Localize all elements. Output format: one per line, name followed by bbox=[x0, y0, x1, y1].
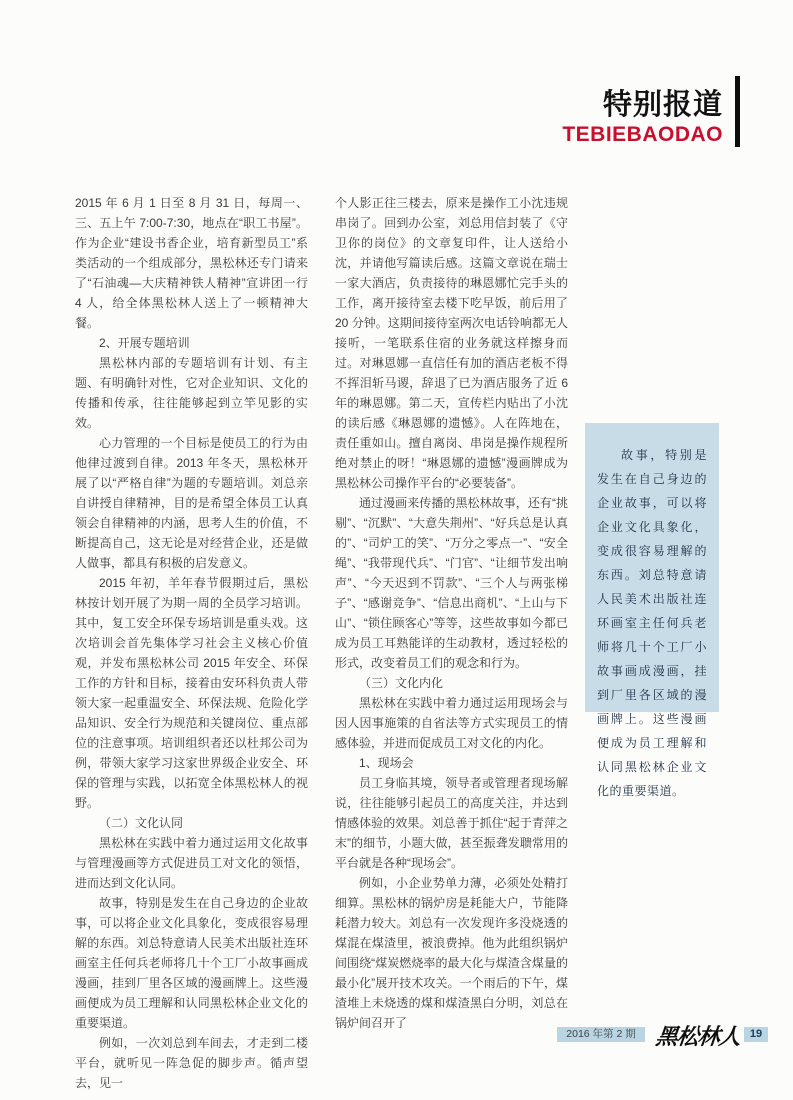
paragraph: 员工身临其境，领导者或管理者现场解说，往往能够引起员工的高度关注，并达到情感体验的效果。刘总善于抓住“起于青萍之末”的细节，小题大做，甚至振聋发聩常用的平台就是各种“现场会”。 bbox=[335, 776, 568, 870]
paragraph: 黑松林在实践中着力通过运用现场会与因人因事施策的自省法等方式实现员工的情感体验，并进而促成员工对文化的内化。 bbox=[335, 696, 568, 750]
paragraph: 2015 年初，羊年春节假期过后，黑松林按计划开展了为期一周的全员学习培训。其中，复工安全环保专场培训是重头戏。这次培训会首先集体学习社会主义核心价值观，并发布黑松林公司 2015 年安全、环保工作的方针和目标，接着由安环科负责人带领大家一起重温安全、环保法规、危险化学品知识、安全行为规范和关键岗位、重点部位的注意事项。培训组织者还以杜邦公司为例，带领大家学习这家世界级企业安全、环保的管理与实践，以拓宽全体黑松林人的视野。 bbox=[75, 576, 308, 810]
paragraph: 黑松林内部的专题培训有计划、有主题、有明确针对性，它对企业知识、文化的传播和传承，往往能够起到立竿见影的实效。 bbox=[75, 356, 308, 430]
page-number: 19 bbox=[744, 1027, 768, 1042]
header-vertical-rule bbox=[735, 76, 740, 147]
text-column-right bbox=[335, 193, 568, 1033]
page-title: 特别报道 bbox=[602, 89, 723, 121]
section-heading: 2、开展专题培训 bbox=[99, 336, 190, 350]
footer-issue-label: 2016 年第 2 期 bbox=[557, 1027, 645, 1042]
paragraph: 通过漫画来传播的黑松林故事，还有“挑剔”、“沉默”、“大意失荆州”、“好兵总是认真的”、“司炉工的笑”、“万分之零点一”、“安全绳”、“我带现代兵”、“门官”、“让细节发出响声”、“今天迟到不罚款”、“三个人与两张梯子”、“感谢竞争”、“信息出商机”、“上山与下山”、“锁住顾客心”等等，这些故事如今都已成为员工耳熟能详的生动教材，透过轻松的形式，改变着员工们的观念和行为。 bbox=[335, 496, 568, 670]
paragraph: 黑松林在实践中着力通过运用文化故事与管理漫画等方式促进员工对文化的领悟，进而达到文化认同。 bbox=[75, 836, 308, 890]
paragraph: 2015 年 6 月 1 日至 8 月 31 日，每周一、三、五上午 7:00-7:30，地点在“职工书屋”。作为企业“建设书香企业，培育新型员工”系类活动的一个组成部分，黑松林还专门请来了“石油魂—大庆精神铁人精神”宣讲团一行 4 人，给全体黑松林人送上了一顿精神大餐。 bbox=[75, 196, 308, 330]
paragraph: 个人影正往三楼去，原来是操作工小沈违规串岗了。回到办公室，刘总用信封装了《守卫你的岗位》的文章复印件，让人送给小沈，并请他写篇读后感。这篇文章说在瑞士一家大酒店，负责接待的琳恩娜忙完手头的工作，离开接待室去楼下吃早饭，前后用了 20 分钟。这期间接待室两次电话铃响都无人接听，一笔联系住宿的业务就这样擦身而过。对琳恩娜一直信任有加的酒店老板不得不挥泪斩马谡，辞退了已为酒店服务了近 6 年的琳恩娜。第二天，宣传栏内贴出了小沈的读后感《琳恩娜的遗憾》。人在阵地在，责任重如山。擅自离岗、串岗是操作规程所绝对禁止的呀！“琳恩娜的遗憾”漫画牌成为黑松林公司操作平台的“必要装备”。 bbox=[335, 196, 568, 490]
section-heading: 1、现场会 bbox=[359, 756, 414, 770]
page-subtitle-pinyin: TEBIEBAODAO bbox=[562, 123, 723, 146]
paragraph: 例如，小企业势单力薄，必须处处精打细算。黑松林的锅炉房是耗能大户，节能降耗潜力较大。刘总有一次发现许多没烧透的煤混在煤渣里，被浪费掉。他为此组织锅炉间围绕“煤炭燃烧率的最大化与煤渣含煤量的最小化”展开技术攻关。一个雨后的下午，煤渣堆上未烧透的煤和煤渣黑白分明，刘总在锅炉间召开了 bbox=[335, 876, 568, 1030]
section-heading: （二）文化认同 bbox=[99, 816, 184, 830]
section-heading: （三）文化内化 bbox=[359, 676, 444, 690]
magazine-logo: 黑松林人 bbox=[654, 1024, 742, 1049]
pull-quote-box bbox=[585, 423, 719, 798]
paragraph: 故事，特别是发生在自己身边的企业故事，可以将企业文化具象化，变成很容易理解的东西。刘总特意请人民美术出版社连环画室主任何兵老师将几十个工厂小故事画成漫画，挂到厂里各区域的漫画牌上。这些漫画便成为员工理解和认同黑松林企业文化的重要渠道。 bbox=[75, 896, 308, 1030]
paragraph: 心力管理的一个目标是使员工的行为由他律过渡到自律。2013 年冬天，黑松林开展了以“严格自律”为题的专题培训。刘总亲自讲授自律精神，目的是希望全体员工认真领会自律精神的内涵，思考人生的价值，不断提高自己，这无论是对经营企业，还是做人做事，都具有积极的启发意义。 bbox=[75, 436, 308, 570]
text-column-left bbox=[75, 193, 308, 1093]
paragraph: 例如，一次刘总到车间去，才走到二楼平台，就听见一阵急促的脚步声。循声望去，见一 bbox=[75, 1036, 308, 1090]
pull-quote-text: 故事，特别是发生在自己身边的企业故事，可以将企业文化具象化，变成很容易理解的东西。刘总特意请人民美术出版社连环画室主任何兵老师将几十个工厂小故事画成漫画，挂到厂里各区域的漫画牌上。这些漫画便成为员工理解和认同黑松林企业文化的重要渠道。 bbox=[597, 448, 707, 798]
